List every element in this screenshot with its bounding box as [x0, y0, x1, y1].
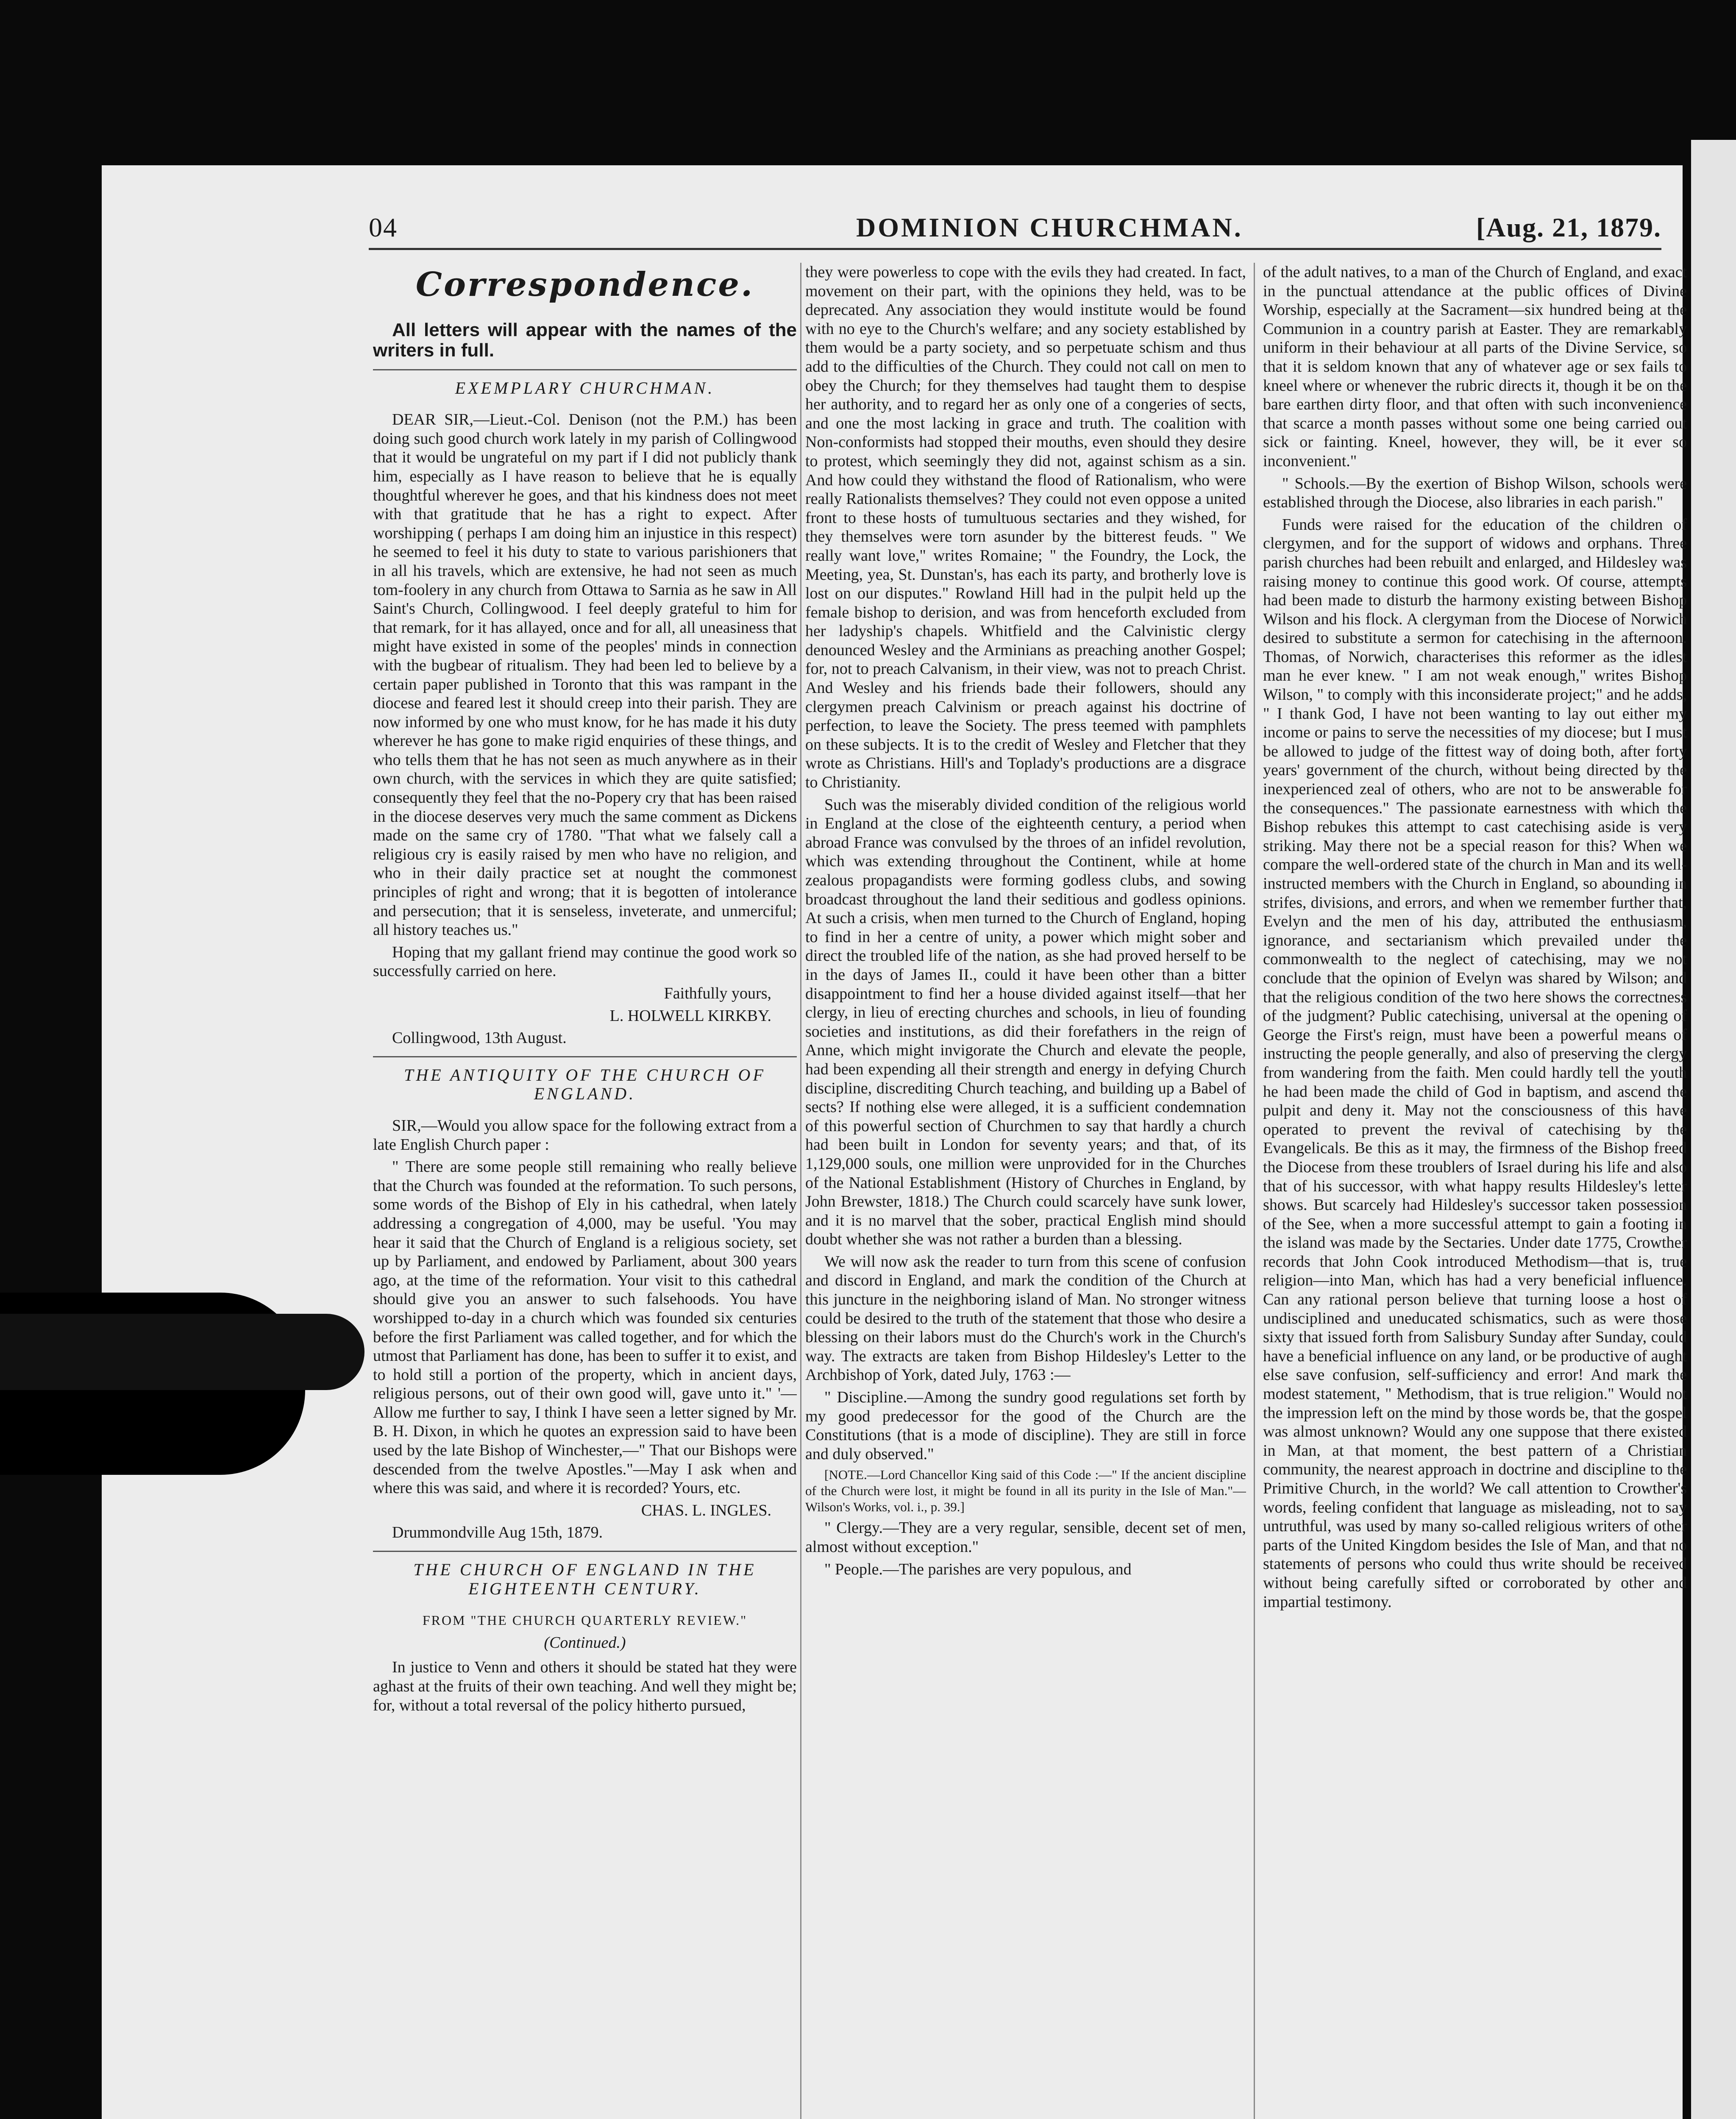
article-note: [NOTE.—Lord Chancellor King said of this Code :—" If the ancient discipline of the Church were lost, it might be found in all its purity in the Isle of Man."—Wilson's Works, vol. i., p. 39.] [805, 1467, 1246, 1515]
thumb-shadow [0, 1314, 364, 1390]
letter-title: EXEMPLARY CHURCHMAN. [455, 378, 715, 398]
letter-title: THE ANTIQUITY OF THE CHURCH OF ENGLAND. [404, 1065, 766, 1104]
editorial-notice: All letters will appear with the names of the writers in full. [373, 319, 797, 361]
letter-place-date: Drummondville Aug 15th, 1879. [392, 1524, 603, 1542]
column-1 [373, 263, 797, 2119]
header-rule [369, 248, 1661, 250]
article-source: FROM "THE CHURCH QUARTERLY REVIEW." [422, 1613, 748, 1628]
letter-body: " There are some people still remaining who really believe that the Church was founded at the reformation. To such persons, some words of the Bishop of Ely in his cathedral, when lately addressing a congregation of 4,000, may be useful. 'You may hear it said that the Church of England is a religious society, set up by Parliament, and endowed by Parliament, about 300 years ago, at the time of the reformation. Your visit to this cathedral should give you an answer to such falsehoods. You have worshipped to-day in a church which was founded six centuries before the first Parliament was called together, and for which the utmost that Parliament has done, has been to suffer it to exist, and to hold still a portion of the property, which in ancient days, religious persons, out of their own good will, gave unto it." '—Allow me further to say, I think I have seen a letter signed by Mr. B. H. Dixon, in which he quotes an expression said to have been used by the late Bishop of Winchester,—" That our Bishops were descended from the twelve Apostles."—May I ask when and where this was said, and where it is recorded? Yours, etc. [373, 1158, 797, 1497]
article-body: " Clergy.—They are a very regular, sensible, decent set of men, almost without exception." [805, 1519, 1246, 1556]
issue-date: [Aug. 21, 1879. [1476, 212, 1661, 242]
divider [373, 1551, 797, 1552]
page-number: 04 [369, 212, 398, 242]
section-heading: Correspondence. [415, 265, 754, 304]
article-title: THE CHURCH OF ENGLAND IN THE EIGHTEENTH CENTURY. [413, 1560, 757, 1598]
article-body: of the adult natives, to a man of the Church of England, and exact in the punctual attendance at the public offices of Divine Worship, especially at the Sacrament—six hundred being at the Communion in a country parish at Easter. They are remarkably uniform in their behaviour at all parts of the Divine Service, so that it is seldom known that any of whatever age or sex fails to kneel where or whenever the rubric directs it, though it be on the bare earthen dirty floor, and that often with such inconvenience that scarce a month passes without some one being carried out sick or fainting. Kneel, however, they will, be it ever so inconvenient." [1263, 263, 1687, 470]
article-body: Such was the miserably divided condition of the religious world in England at the close of the eighteenth century, a period when abroad France was convulsed by the throes of an infidel revolution, which was extending throughout the Continent, while at home zealous propagandists were forming godless clubs, and sowing broadcast throughout the land their seditious and godless opinions. At such a crisis, when men turned to the Church of England, hoping to find in her a centre of unity, a power which might sober and direct the troubled life of the nation, as she had proved herself to be in the days of James II., could it have been other than a bitter disappointment to find her a house divided against itself—that her clergy, in lieu of erecting churches and schools, in lieu of founding societies and institutions, as did their forefathers in the reign of Anne, which might invigorate the Church and elevate the people, had been expending all their strength and energy in defying Church discipline, discrediting Church teaching, and building up a Babel of sects? If nothing else were alleged, it is a sufficient condemnation of this powerful section of Churchmen to say that hardly a church had been built in London for seventy years; and that, of its 1,129,000 souls, one million were unprovided for in the Churches of the National Establishment (History of Churches in England, by John Brewster, 1818.) The Church could scarcely have sunk lower, and it is no marvel that the sober, practical English mind should doubt whether she was not rather a burden than a blessing. [805, 795, 1246, 1249]
divider [373, 1056, 797, 1057]
divider [373, 369, 797, 370]
article-body: We will now ask the reader to turn from this scene of confusion and discord in England, and mark the condition of the Church at this juncture in the neighboring island of Man. No stronger witness could be desired to the truth of the statement that those who desire a blessing on their labors must do the Church's work in the Church's way. The extracts are taken from Bishop Hildesley's Letter to the Archbishop of York, dated July, 1763 :— [805, 1252, 1246, 1384]
column-divider [1254, 263, 1255, 2119]
letter-place-date: Collingwood, 13th August. [392, 1029, 567, 1047]
letter-signature: L. HOLWELL KIRKBY. [609, 1007, 771, 1025]
column-3 [1263, 263, 1687, 2119]
letter-body: DEAR SIR,—Lieut.-Col. Denison (not the P.M.) has been doing such good church work lately in my parish of Collingwood that it would be ungrateful on my part if I did not publicly thank him, especially as I have reason to believe that he is equally thoughtful wherever he goes, and that his kindness does not meet with that gratitude that he has a right to expect. After worshipping ( perhaps I am doing him an injustice in this respect) he seemed to feel it his duty to state to various parishioners that in all his travels, which are extensive, he had not seen as much tom-foolery in any church from Ottawa to Sarnia as he saw in All Saint's Church, Collingwood. I feel deeply grateful to him for that remark, for it has allayed, once and for all, all uneasiness that might have existed in some of the peoples' minds in connection with the bugbear of ritualism. They had been led to believe by a certain paper published in Toronto that this was rampant in the diocese and feared lest it should creep into their parish. They are now informed by one who must know, for he has made it his duty wherever he has gone to make rigid enquiries of these things, and who tells them that he has not seen as much anywhere as in their own church, with the services in which they are quite satisfied; consequently they feel that the no-Popery cry that has been raised in the diocese deserves very much the same comment as Dickens made on the same cry of 1780. "That what we falsely call a religious cry is easily raised by men who have no religion, and who in their daily practice set at nought the commonest principles of right and wrong; that it is begotten of intolerance and persecution; that it is senseless, inveterate, and unmerciful; all history teaches us." [373, 411, 797, 939]
letter-signature: CHAS. L. INGLES. [641, 1501, 771, 1519]
article-body: " People.—The parishes are very populous, and [824, 1560, 1132, 1578]
article-body: they were powerless to cope with the evils they had created. In fact, movement on their part, with the opinions they held, was to be deprecated. Any association they would institute would be found with no eye to the Church's welfare; and any society established by them would be a party society, and so perpetuate schism and thus add to the difficulties of the Church. They could not call on men to obey the Church; for they themselves had taught them to despise her authority, and to regard her as only one of a congeries of sects, and one the most lacking in grace and truth. The coalition with Non-conformists had stopped their mouths, even should they desire to protest, which seemingly they did not, against schism as a sin. And how could they withstand the flood of Rationalism, who were really Rationalists themselves? They could not even oppose a united front to these hosts of tumultuous sectaries and they wished, for they themselves were torn asunder by the bitterest feuds. " We really want love," writes Romaine; " the Foundry, the Lock, the Meeting, yea, St. Dunstan's, has each its party, and brotherly love is lost on our disputes." Rowland Hill had in the pulpit held up the female bishop to derision, and was from henceforth excluded from her ladyship's chapels. Whitfield and the Calvinistic clergy denounced Wesley and the Arminians as preaching another Gospel; for, not to preach Calvanism, in their view, was not to preach Christ. And Wesley and his friends bade their followers, should any clergymen preach Calvinism or preach against his doctrine of perfection, to leave the Society. The press teemed with pamphlets on these subjects. It is to the credit of Wesley and Fletcher that they wrote as Christians. Hill's and Toplady's productions are a disgrace to Christianity. [805, 263, 1246, 792]
masthead-title: DOMINION CHURCHMAN. [856, 212, 1243, 242]
article-body: " Schools.—By the exertion of Bishop Wilson, schools were established through the Diocese, also libraries in each parish." [1263, 474, 1687, 512]
column-divider [800, 263, 801, 2119]
article-body: " Discipline.—Among the sundry good regulations set forth by my good predecessor for the good of the Church are the Constitutions (that is a mode of discipline). They are still in force and duly observed." [805, 1388, 1246, 1463]
article-body: In justice to Venn and others it should be stated hat they were aghast at the fruits of their own teaching. And well they might be; for, without a total reversal of the policy hitherto pursued, [373, 1658, 797, 1714]
article-continued: (Continued.) [544, 1633, 626, 1652]
adjacent-page-edge [1691, 140, 1736, 2119]
letter-valediction: Faithfully yours, [664, 984, 771, 1002]
letter-closing: Hoping that my gallant friend may continue the good work so successfully carried on here. [373, 943, 797, 980]
letter-body: SIR,—Would you allow space for the following extract from a late English Church paper : [373, 1116, 797, 1154]
page-header [369, 199, 1661, 246]
article-body: Funds were raised for the education of the children of clergymen, and for the support of widows and orphans. Three parish churches had been rebuilt and enlarged, and Hildesley was raising money to continue this good work. Of course, attempts had been made to disturb the harmony existing between Bishop Wilson and his flock. A clergyman from the Diocese of Norwich desired to substitute a sermon for catechising in the afternoon. Thomas, of Norwich, characterises this reformer as the idlest man he ever knew. " I am not weak enough," writes Bishop Wilson, " to comply with this inconsiderate project;" and he adds, " I thank God, I have not been wanting to lay out either my income or pains to serve the necessities of my diocese; but I must be allowed to judge of the fittest way of doing both, after forty years' government of the church, without being directed by the inexperienced zeal of others, who are not to be answerable for the consequences." The passionate earnestness with which the Bishop rebukes this attempt to cast catechising aside is very striking. May there not be a special reason for this? When we compare the well-ordered state of the church in Man and its well-instructed members with the Church in England, so abounding in strifes, divisions, and errors, and when we remember further that, Evelyn and the men of his day, attributed the enthusiasm, ignorance, and sectarianism which prevailed under the commonwealth to the neglect of catechising, may we not conclude that the opinion of Evelyn was shared by Wilson; and that the religious condition of the two here shows the correctness of the judgment? Public catechising, universal at the opening of George the First's reign, must have been a powerful means of instructing the people generally, and also of preserving the clergy from wandering from the faith. Men could hardly tell the youth he had been made the child of God in baptism, and ascend the pulpit and deny it. May not the consciousness of this have operated to prevent the revival of catechising by the Evangelicals. Be this as it may, the firmness of the Bishop freed the Diocese from these troublers of Israel during his life and also that of his successor, with what happy results Hildesley's letter shows. But scarcely had Hildesley's successor taken possession of the See, when a more successful attempt to gain a footing in the island was made by the Sectaries. Under date 1775, Crowther records that John Cook introduced Methodism—that is, true religion—into Man, which has had a very beneficial influence. Can any rational person believe that turning loose a host of undisciplined and uneducated schismatics, such as were those sixty that issued forth from Salisbury Sunday after Sunday, could have a beneficial influence on any land, or be productive of aught else save confusion, self-sufficiency and error! And mark the modest statement, " Methodism, that is true religion." Would not the impression left on the mind by those words be, that the gospel was almost unknown? Would any one suppose that there existed in Man, at that moment, the best pattern of a Christian community, the nearest approach in doctrine and discipline to the Primitive Church, in the world? We call attention to Crowther's words, feeling confident that language as misleading, not to say untruthful, was used by many so-called religious writers of other parts of the United Kingdom besides the Isle of Man, and that no statements of persons who could thus write should be received without being carefully sifted or corroborated by other and impartial testimony. [1263, 515, 1687, 1611]
column-2 [805, 263, 1246, 2119]
